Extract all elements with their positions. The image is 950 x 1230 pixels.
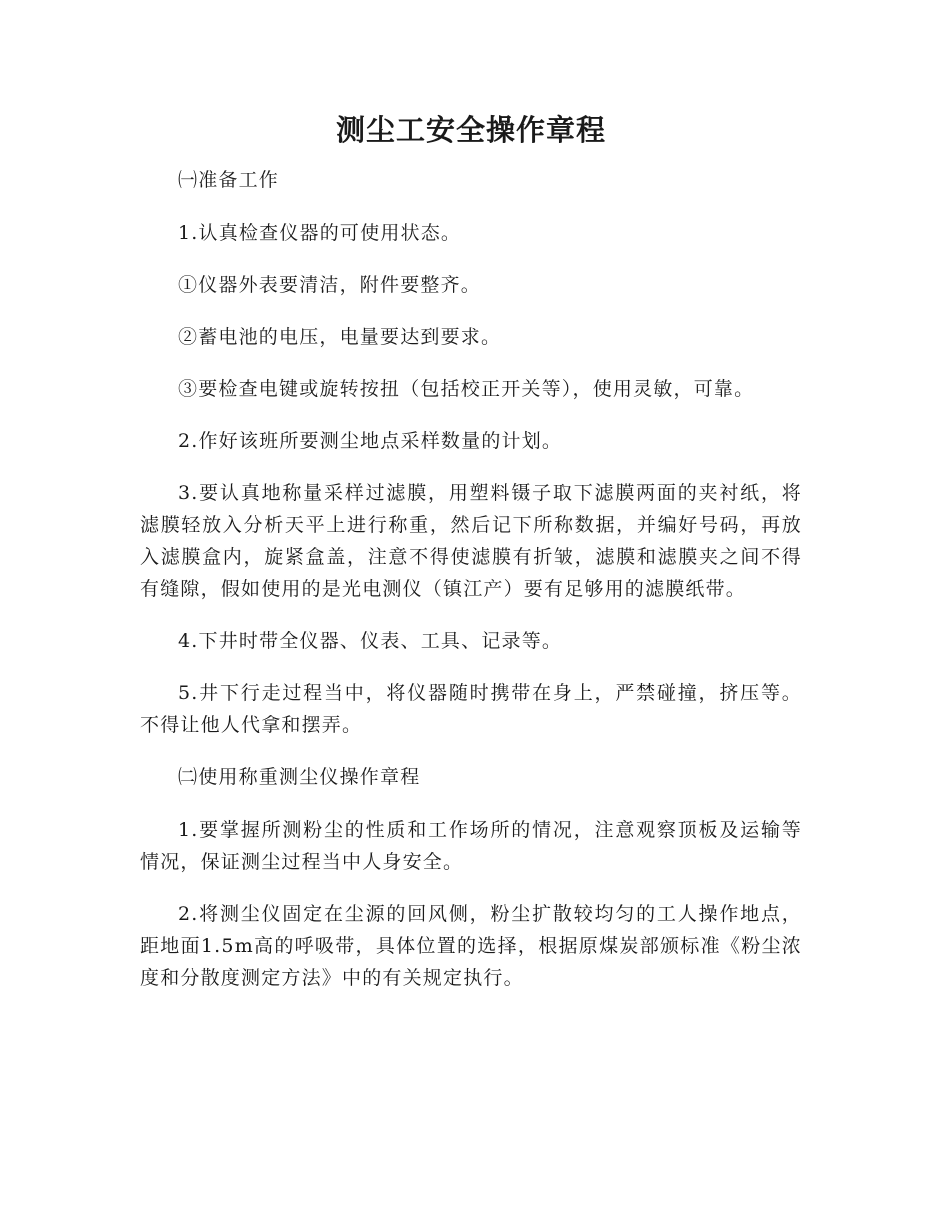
document-title: 测尘工安全操作章程 (335, 113, 606, 147)
paragraph-usage-item-1: 1.要掌握所测粉尘的性质和工作场所的情况，注意观察顶板及运输等情况，保证测尘过程当中人身安全。 (140, 819, 802, 873)
section-heading-preparation: ㈠准备工作 (178, 169, 280, 191)
paragraph-subitem-2: ②蓄电池的电压，电量要达到要求。 (178, 326, 502, 348)
paragraph-item-1: 1.认真检查仪器的可使用状态。 (178, 222, 462, 244)
section-heading-usage: ㈡使用称重测尘仪操作章程 (178, 766, 421, 788)
paragraph-item-2: 2.作好该班所要测尘地点采样数量的计划。 (178, 430, 563, 452)
paragraph-subitem-3: ③要检查电键或旋转按扭（包括校正开关等），使用灵敏，可靠。 (178, 378, 755, 400)
paragraph-subitem-1: ①仪器外表要清洁，附件要整齐。 (178, 274, 482, 296)
paragraph-usage-item-2: 2.将测尘仪固定在尘源的回风侧，粉尘扩散较均匀的工人操作地点，距地面1.5m高的呼吸带，具体位置的选择，根据原煤炭部颁标准《粉尘浓度和分散度测定方法》中的有关规定执行。 (140, 903, 802, 989)
document-page (140, 110, 802, 1014)
paragraph-item-3: 3.要认真地称量采样过滤膜，用塑料镊子取下滤膜两面的夹衬纸，将滤膜轻放入分析天平上进行称重，然后记下所称数据，并编好号码，再放入滤膜盒内，旋紧盒盖，注意不得使滤膜有折皱，滤膜和滤膜夹之间不得有缝隙，假如使用的是光电测仪（镇江产）要有足够用的滤膜纸带。 (140, 482, 802, 600)
paragraph-item-5: 5.井下行走过程当中，将仪器随时携带在身上，严禁碰撞，挤压等。不得让他人代拿和摆弄。 (140, 682, 802, 736)
paragraph-item-4: 4.下井时带全仪器、仪表、工具、记录等。 (178, 630, 563, 652)
